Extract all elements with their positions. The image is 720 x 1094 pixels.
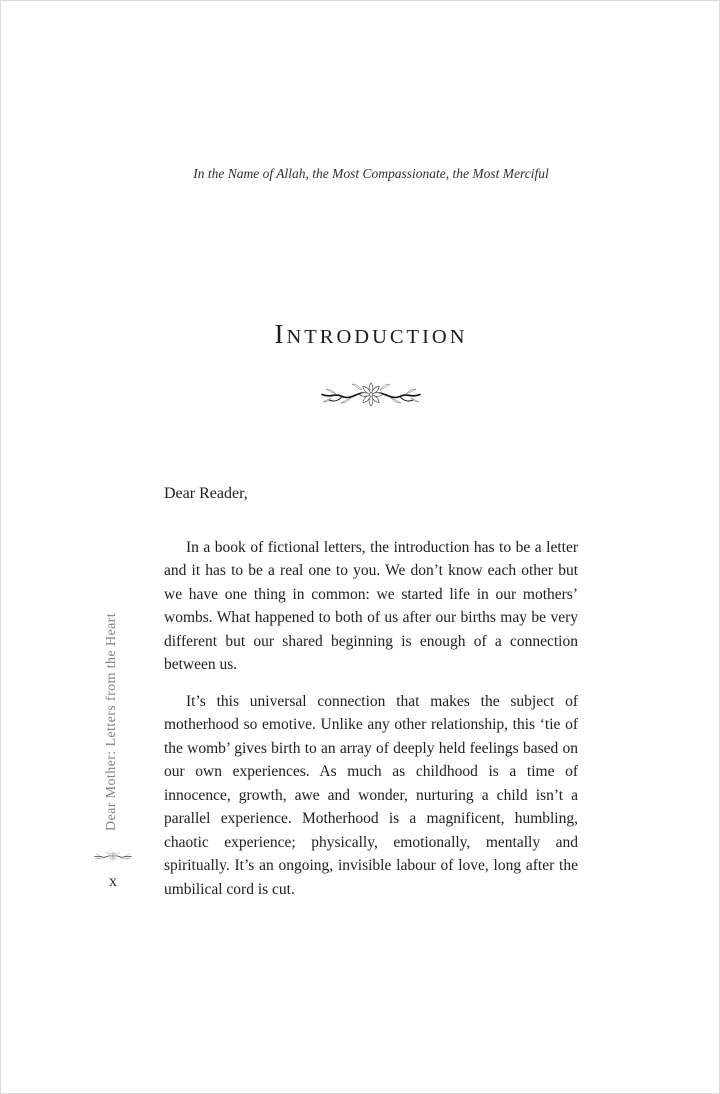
floral-ornament-small-icon bbox=[92, 850, 134, 868]
letter-paragraph-2: It’s this universal connection that makes the subject of motherhood so emotive. Unlike any other relationship, this ‘tie of the womb’ gives birth to an array of deeply held feelings based on our own experiences. As much as childhood is a time of innocence, growth, awe and wonder, nurturing a child isn’t a parallel experience. Motherhood is a magnificent, humbling, chaotic experience; physically, emotionally, mentally and spiritually. It’s an ongoing, invisible labour of love, long after the umbilical cord is cut. bbox=[164, 692, 578, 898]
chapter-title-initial: I bbox=[274, 319, 287, 349]
bismillah-line: In the Name of Allah, the Most Compassionate, the Most Merciful bbox=[193, 166, 549, 181]
chapter-title bbox=[114, 319, 628, 354]
page-number: x bbox=[109, 873, 117, 890]
chapter-title-rest: NTRODUCTION bbox=[286, 326, 468, 348]
salutation-text: Dear Reader, bbox=[164, 485, 248, 502]
sidebar-book-title: Dear Mother: Letters from the Heart bbox=[104, 612, 119, 832]
floral-ornament-icon bbox=[164, 378, 578, 410]
letter-paragraph-1: In a book of fictional letters, the introduction has to be a letter and it has to be a real one to you. We don’t know each other but we have one thing in common: we started life in our mothers’ wombs. What happened to both of us after our births may be very different but our shared beginning is enough of a connection between us. bbox=[164, 538, 578, 673]
letter-body bbox=[164, 482, 578, 901]
